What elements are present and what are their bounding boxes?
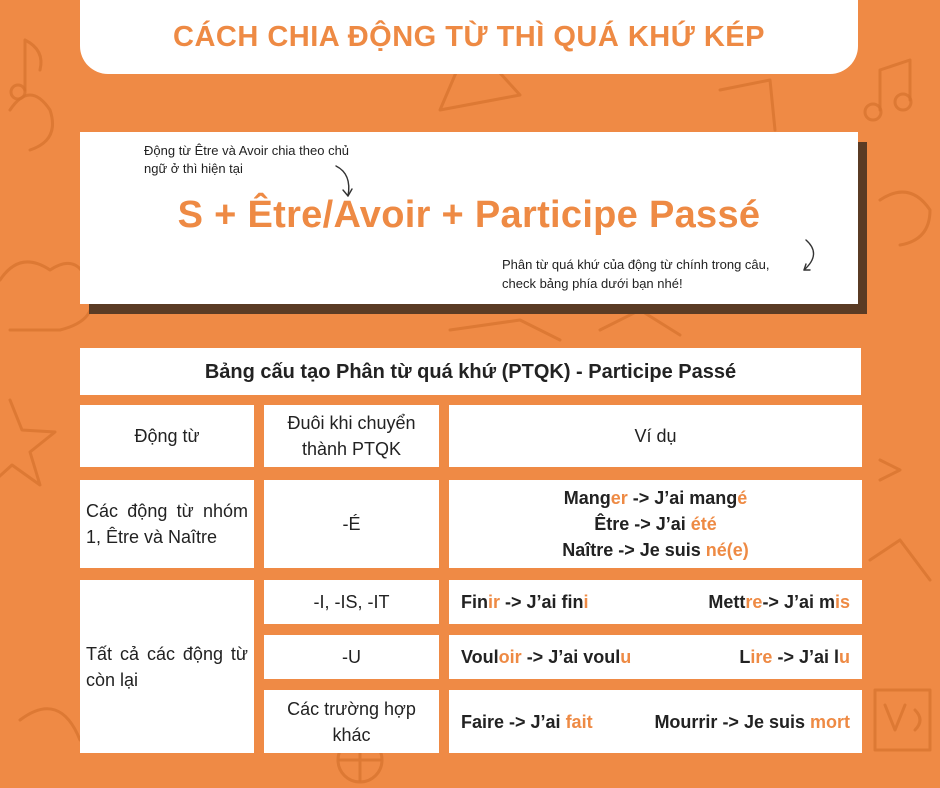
example-highlight: er bbox=[610, 488, 628, 508]
example-part: Voul bbox=[461, 647, 499, 667]
example-highlight: u bbox=[620, 647, 632, 667]
verb-group1 bbox=[80, 480, 254, 568]
verb-group1-text: Các động từ nhóm 1, Être và Naître bbox=[86, 501, 248, 547]
example-highlight: re bbox=[745, 592, 763, 612]
header-ending-text: Đuôi khi chuyển thành PTQK bbox=[287, 413, 416, 459]
formula-card bbox=[80, 132, 858, 304]
verb-others bbox=[80, 580, 254, 753]
header-example bbox=[449, 405, 862, 467]
ending-other-cases bbox=[264, 690, 439, 753]
example-highlight: oir bbox=[498, 647, 522, 667]
example-part: Naître -> Je suis bbox=[562, 540, 706, 560]
table-title-text: Bảng cấu tạo Phân từ quá khứ (PTQK) - Participe Passé bbox=[204, 360, 737, 383]
example-part: Mourrir -> Je suis bbox=[654, 711, 810, 732]
ending-i-is-it bbox=[264, 580, 439, 624]
ending-text: -I, -IS, -IT bbox=[313, 592, 390, 612]
example-left bbox=[461, 644, 631, 670]
example-right bbox=[739, 644, 850, 670]
ending-text: Các trường hợp khác bbox=[287, 698, 416, 745]
title-banner bbox=[80, 0, 858, 74]
header-verb-text: Động từ bbox=[134, 426, 200, 446]
example-highlight: is bbox=[834, 592, 850, 612]
page-title: CÁCH CHIA ĐỘNG TỪ THÌ QUÁ KHỨ KÉP bbox=[173, 20, 765, 53]
note-conjugation: Động từ Être và Avoir chia theo chủ ngữ ở thì hiện tại bbox=[144, 143, 350, 176]
ending-group1 bbox=[264, 480, 439, 568]
example-highlight: né(e) bbox=[705, 540, 749, 560]
example-part: Mett bbox=[708, 592, 746, 612]
example-highlight: mort bbox=[810, 711, 850, 732]
example-highlight: é bbox=[737, 488, 748, 508]
example-highlight: ir bbox=[488, 592, 501, 612]
example-group1 bbox=[449, 480, 862, 568]
ending-text: -U bbox=[342, 647, 361, 667]
example-left bbox=[461, 709, 593, 735]
example-other-cases bbox=[449, 690, 862, 753]
example-highlight: u bbox=[839, 647, 850, 667]
example-part: -> J’ai mang bbox=[627, 488, 738, 508]
example-i-is-it bbox=[449, 580, 862, 624]
example-part: -> J’ai fin bbox=[500, 592, 584, 612]
example-left bbox=[461, 589, 589, 615]
example-line bbox=[562, 537, 749, 563]
header-ending bbox=[264, 405, 439, 467]
example-part: -> J’ai voul bbox=[521, 647, 621, 667]
example-right bbox=[654, 709, 850, 735]
example-right bbox=[708, 589, 850, 615]
example-part: Fin bbox=[461, 592, 488, 612]
example-line bbox=[564, 485, 748, 511]
note-participle: Phân từ quá khứ của động từ chính trong câu, check bảng phía dưới bạn nhé! bbox=[502, 257, 770, 291]
verb-others-text: Tất cả các động từ còn lại bbox=[86, 643, 248, 690]
header-example-text: Ví dụ bbox=[634, 426, 677, 446]
example-part: -> J’ai m bbox=[762, 592, 835, 612]
example-part: Faire -> J’ai bbox=[461, 711, 566, 732]
example-part: L bbox=[739, 647, 751, 667]
example-highlight: ire bbox=[750, 647, 773, 667]
table-title bbox=[80, 348, 861, 395]
example-part: -> J’ai l bbox=[772, 647, 839, 667]
example-highlight: fait bbox=[565, 711, 593, 732]
example-part: Mang bbox=[563, 488, 611, 508]
formula-text: S + Être/Avoir + Participe Passé bbox=[177, 194, 761, 236]
example-part: Être -> J’ai bbox=[594, 514, 691, 534]
ending-group1-text: -É bbox=[342, 514, 361, 534]
example-line bbox=[594, 511, 717, 537]
example-highlight: été bbox=[690, 514, 717, 534]
ending-u bbox=[264, 635, 439, 679]
example-u bbox=[449, 635, 862, 679]
header-verb bbox=[80, 405, 254, 467]
example-highlight: i bbox=[583, 592, 589, 612]
